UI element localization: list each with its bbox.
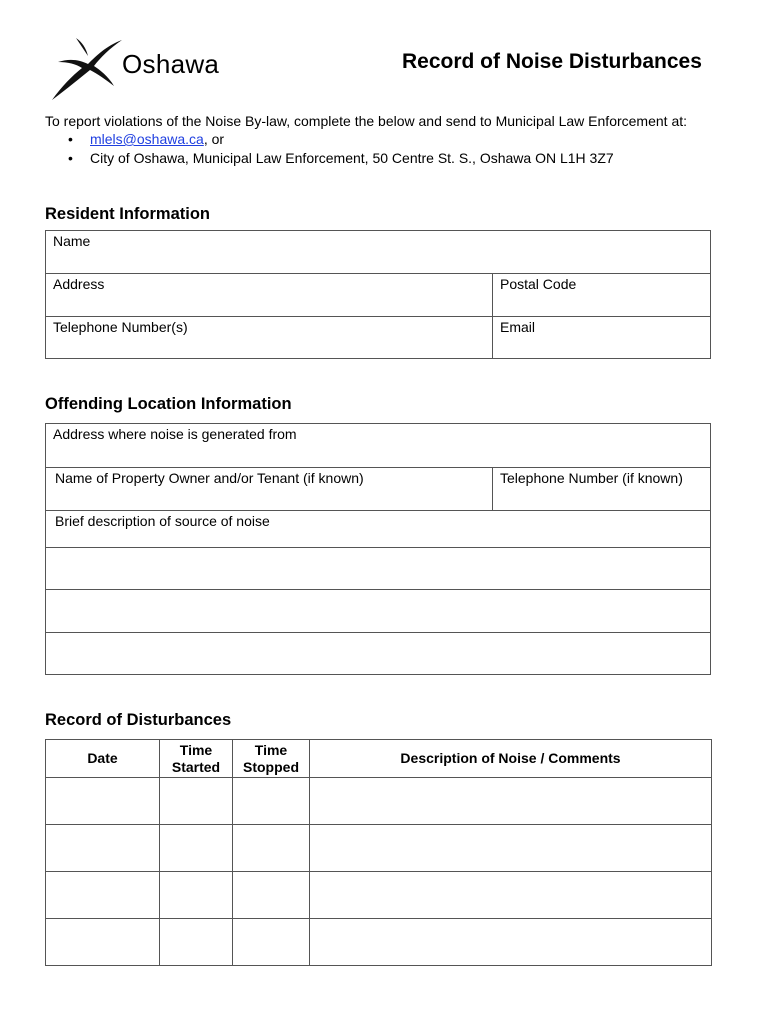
time-stopped-cell[interactable] [233,778,310,825]
column-header-time-stopped: Time Stopped [233,740,310,778]
intro-text: To report violations of the Noise By-law, complete the below and send to Municipal Law Enforcement at: [45,113,688,129]
noise-description-field[interactable] [48,511,712,547]
noise-description-line-3[interactable] [46,633,712,675]
resident-email-label: Email [500,319,536,335]
time-started-cell[interactable] [160,872,233,919]
date-cell[interactable] [46,919,160,966]
time-stopped-cell[interactable] [233,825,310,872]
date-cell[interactable] [46,872,160,919]
time-started-cell[interactable] [160,825,233,872]
email-link[interactable]: mlels@oshawa.ca [90,131,204,147]
date-cell[interactable] [46,778,160,825]
comments-cell[interactable] [310,825,712,872]
date-cell[interactable] [46,825,160,872]
noise-description-line-2[interactable] [46,590,712,632]
comments-cell[interactable] [310,778,712,825]
table-row [46,919,712,966]
table-row [46,825,712,872]
column-header-date: Date [46,740,160,778]
table-row [46,778,712,825]
resident-address-label: Address [53,276,105,292]
email-suffix: , or [203,131,225,147]
bullet-icon: • [68,150,73,166]
disturbances-heading: Record of Disturbances [45,711,232,729]
owner-name-label: Name of Property Owner and/or Tenant (if known) [55,470,364,486]
resident-name-label: Name [53,233,91,249]
contact-list [45,130,725,168]
offending-form [45,423,711,675]
resident-email-field[interactable] [493,317,711,359]
noise-address-field[interactable] [46,424,712,467]
time-started-cell[interactable] [160,778,233,825]
resident-form [45,230,711,359]
owner-name-field[interactable] [48,468,492,510]
owner-phone-label: Telephone Number (if known) [500,470,683,486]
intro-block [45,112,725,168]
document-title: Record of Noise Disturbances [402,50,702,73]
noise-description-line-1[interactable] [46,548,712,589]
resident-heading: Resident Information [45,205,211,223]
bullet-icon: • [68,131,73,147]
noise-description-label: Brief description of source of noise [55,513,270,529]
column-header-description: Description of Noise / Comments [310,740,712,778]
time-stopped-cell[interactable] [233,919,310,966]
resident-address-field[interactable] [46,274,492,316]
resident-postal-field[interactable] [493,274,711,316]
table-header-row [46,740,712,778]
noise-address-label: Address where noise is generated from [53,426,297,442]
comments-cell[interactable] [310,872,712,919]
contact-email-item [45,130,725,149]
column-header-time-started: Time Started [160,740,233,778]
owner-phone-field[interactable] [493,468,711,510]
time-started-cell[interactable] [160,919,233,966]
oshawa-logo-icon [48,34,128,104]
offending-heading: Offending Location Information [45,395,292,413]
mailing-address: City of Oshawa, Municipal Law Enforcement, 50 Centre St. S., Oshawa ON L1H 3Z7 [90,150,614,166]
disturbances-table [45,739,712,966]
resident-name-field[interactable] [46,231,712,273]
logo-wordmark: Oshawa [122,49,220,79]
resident-postal-label: Postal Code [500,276,577,292]
resident-phone-field[interactable] [46,317,492,359]
contact-address-item [45,149,725,168]
comments-cell[interactable] [310,919,712,966]
resident-phone-label: Telephone Number(s) [53,319,188,335]
time-stopped-cell[interactable] [233,872,310,919]
table-row [46,872,712,919]
